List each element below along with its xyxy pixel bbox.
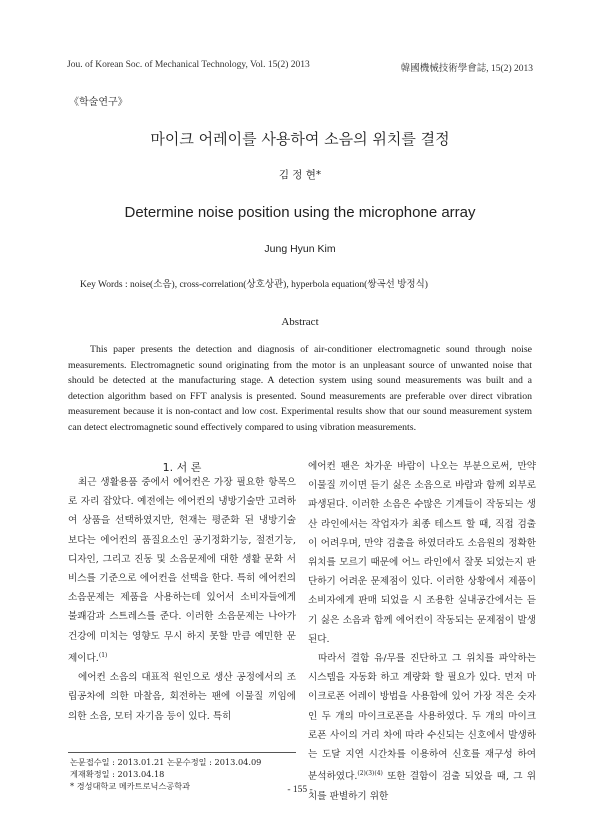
- intro-paragraph-4-text: 따라서 결함 유/무를 진단하고 그 위치를 파악하는 시스템을 자동화 하고 계량화 할 필요가 있다. 먼저 마이크로폰 어레이 방법을 사용함에 있어 가장 적은 숫자인 두 개의 마이크로폰을 사용하였다. 두 개의 마이크로폰 사이의 거리 차에 따라 수신되는 신호에서 발생하는 도달 지연 시간차를 이용하여 신호를 재구성 하여 분석하였다.: [308, 653, 536, 783]
- abstract-body: [68, 342, 532, 435]
- page-number: - 155 -: [287, 785, 313, 795]
- footnote-divider: [68, 752, 296, 753]
- left-column: [68, 473, 296, 726]
- author-korean: 김 정 현*: [278, 169, 322, 181]
- abstract-text: This paper presents the detection and diagnosis of air-conditioner electromagnetic sound through noise measurements. Electromagnetic sound originating from the motor is an unpleasant source of unwanted noise that should be detected at the manufacturing stage. A detection system using sound measurements was built and a detection algorithm based on FFT analysis is presented. Sound measurements are preferable over direct vibration measurement because it is non-contact and low cost. Experimental results show that our sound measurement system can detect electromagnetic sound effectively compared to using vibration measurements.: [68, 344, 532, 433]
- footnote-affiliation: * 경성대학교 메카트로닉스공학과: [70, 781, 191, 791]
- intro-paragraph-1: [68, 473, 296, 668]
- section-tag: 《학술연구》: [69, 97, 128, 108]
- abstract-heading: Abstract: [281, 316, 319, 328]
- keywords: Key Words : noise(소음), cross-correlation(상호상관), hyperbola equation(쌍곡선 방정식): [80, 280, 428, 290]
- footnote-accepted-date: 게재확정일 : 2013.04.18: [70, 769, 165, 779]
- journal-header-english: Jou. of Korean Soc. of Mechanical Technology, Vol. 15(2) 2013: [67, 60, 310, 70]
- intro-paragraph-4-tail: 또한 결함이 검출 되었을 때, 그 위치를 판별하기 위한: [308, 771, 536, 802]
- paper-title-english: Determine noise position using the microphone array: [124, 204, 476, 221]
- intro-paragraph-2: 에어컨 소음의 대표적 원인으로 생산 공정에서의 조립공차에 의한 마찰음, 회전하는 팬에 이물질 끼임에 의한 소음, 모터 자기음 등이 있다. 특히: [68, 672, 296, 722]
- journal-header-korean: 韓國機械技術學會誌, 15(2) 2013: [400, 64, 533, 74]
- author-english: Jung Hyun Kim: [264, 243, 336, 255]
- citation-ref: (1): [98, 651, 108, 659]
- intro-paragraph-1-text: 최근 생활용품 중에서 에어컨은 가장 필요한 항목으로 자리 잡았다. 예전에는 에어컨의 냉방기술만 고려하여 상품을 선택하였지만, 현재는 평준화 된 냉방기술 보다는 에어컨의 품질요소인 공기정화기능, 절전기능, 디자인, 그리고 진동 및 소음문제에 대한 생활 문화 서비스를 기준으로 에어컨을 선택을 한다. 특히 에어컨의 소음문제는 제품을 사용하는데 있어서 소비자들에게 불쾌감과 스트레스를 준다. 이러한 소음문제는 나아가 건강에 미치는 영향도 무시 하지 못할 만큼 예민한 문제이다.: [68, 477, 296, 665]
- intro-paragraph-3: 에어컨 팬은 차가운 바람이 나오는 부분으로써, 만약 이물질 끼이면 듣기 싫은 소음으로 바람과 함께 외부로 파생된다. 이러한 소음은 수많은 기계들이 작동되는 생산 라인에서는 작업자가 최종 테스트 할 때, 직접 검출이 어려우며, 만약 검출을 하였더라도 소음원의 정확한 위치를 모르기 때문에 어느 라인에서 잘못 되었는지 판단하기 어려운 문제점이 있다. 이러한 상황에서 제품이 소비자에게 판매 되었을 시 조용한 실내공간에서는 듣기 싫은 소음과 함께 에어컨이 작동되는 문제점이 발생된다.: [308, 461, 536, 645]
- footnote-received-date: 논문접수일 : 2013.01.21 논문수정일 : 2013.04.09: [70, 757, 262, 767]
- citation-ref: (2)(3)(4): [357, 770, 383, 778]
- right-column: [308, 457, 536, 806]
- intro-paragraph-4: [308, 649, 536, 806]
- section-heading-introduction: 1. 서 론: [162, 461, 202, 474]
- paper-title-korean: 마이크 어레이를 사용하여 소음의 위치를 결정: [150, 130, 450, 148]
